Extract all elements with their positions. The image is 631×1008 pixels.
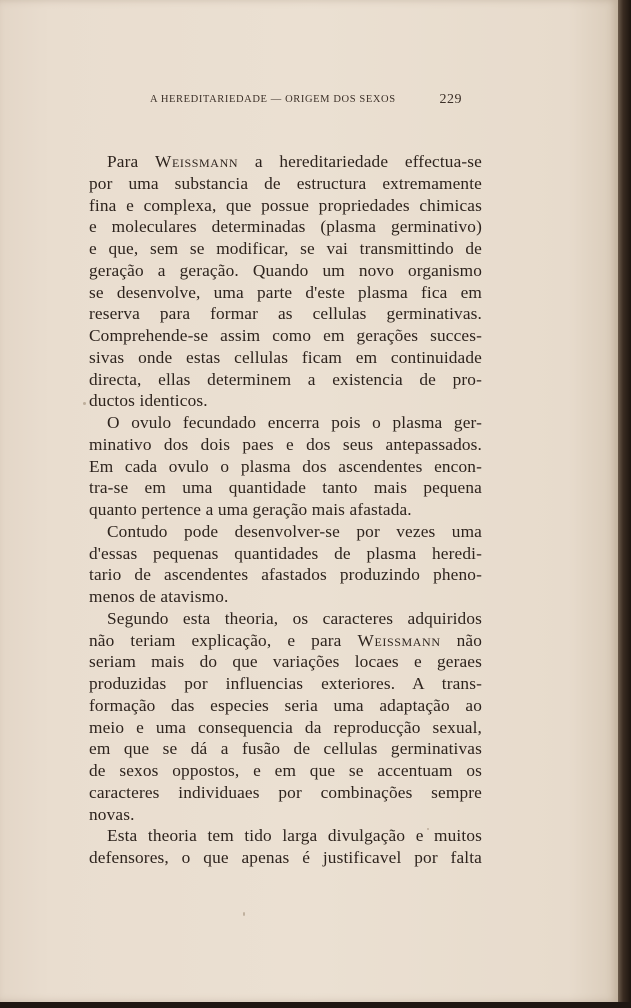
author-name: Weissmann (357, 630, 441, 650)
text-line: tario de ascendentes afastados produzindo pheno- (89, 565, 482, 585)
text-line: reserva para formar as cellulas germinativas. (89, 304, 482, 324)
text-line: Para Weissmann a hereditariedade effectua-se (107, 152, 482, 171)
text-line: defensores, o que apenas é justificavel por falta (89, 848, 482, 867)
text-line: não teriam explicação, e para Weissmann não (89, 630, 483, 650)
paper-speck (427, 828, 429, 830)
text-line: directa, ellas determinem a existencia de pro- (89, 369, 482, 389)
text-line: meio e uma consequencia da reproducção sexual, (89, 717, 482, 737)
text-line: de sexos oppostos, e em que se accentuam os (89, 761, 482, 780)
text-line: Contudo pode desenvolver-se por vezes uma (107, 521, 482, 541)
text-line: Esta theoria tem tido larga divulgação e muitos (107, 826, 482, 846)
text-line: quanto pertence a uma geração mais afastada. (89, 500, 412, 519)
text-line: ductos identicos. (89, 391, 208, 411)
text-line: se desenvolve, uma parte d'este plasma fica em (89, 282, 482, 302)
text-line: tra-se em uma quantidade tanto mais pequena (89, 478, 482, 498)
text-line: em que se dá a fusão de cellulas germinativas (89, 739, 482, 759)
body-text (89, 151, 482, 869)
text-line: Em cada ovulo o plasma dos ascendentes encon- (89, 456, 482, 476)
text-line: seriam mais do que variações locaes e geraes (89, 652, 482, 672)
text-line: d'essas pequenas quantidades de plasma heredi- (89, 543, 482, 563)
text-line: caracteres individuaes por combinações sempre (89, 782, 482, 802)
text-line: formação das especies seria uma adaptação ao (89, 695, 482, 715)
text-line: por uma substancia de estructura extremamente (89, 173, 482, 193)
text-line: novas. (89, 804, 135, 824)
page-edge (618, 0, 631, 1008)
text-line: geração a geração. Quando um novo organismo (89, 260, 482, 280)
author-name: Weissmann (155, 152, 239, 171)
text-line: e moleculares determinadas (plasma germinativo) (89, 217, 482, 237)
text-line: minativo dos dois paes e dos seus antepassados. (89, 434, 482, 454)
text-line: fina e complexa, que possue propriedades chimicas (89, 195, 482, 215)
text-line: menos de atavismo. (89, 587, 229, 606)
bottom-edge (0, 1002, 631, 1008)
text-line: e que, sem se modificar, se vai transmittindo de (89, 239, 482, 258)
text-line: sivas onde estas cellulas ficam em continuidade (89, 347, 482, 367)
text-line: Comprehende-se assim como em gerações succes- (89, 326, 482, 345)
paper-speck (83, 402, 86, 405)
text-line: O ovulo fecundado encerra pois o plasma ger- (107, 413, 482, 432)
paper-speck (243, 912, 245, 916)
text-line: produzidas por influencias exteriores. A trans- (89, 674, 482, 693)
page-number: 229 (439, 92, 462, 107)
text-line: Segundo esta theoria, os caracteres adquiridos (107, 608, 482, 628)
running-title: A HEREDITARIEDADE — ORIGEM DOS SEXOS (150, 94, 396, 105)
